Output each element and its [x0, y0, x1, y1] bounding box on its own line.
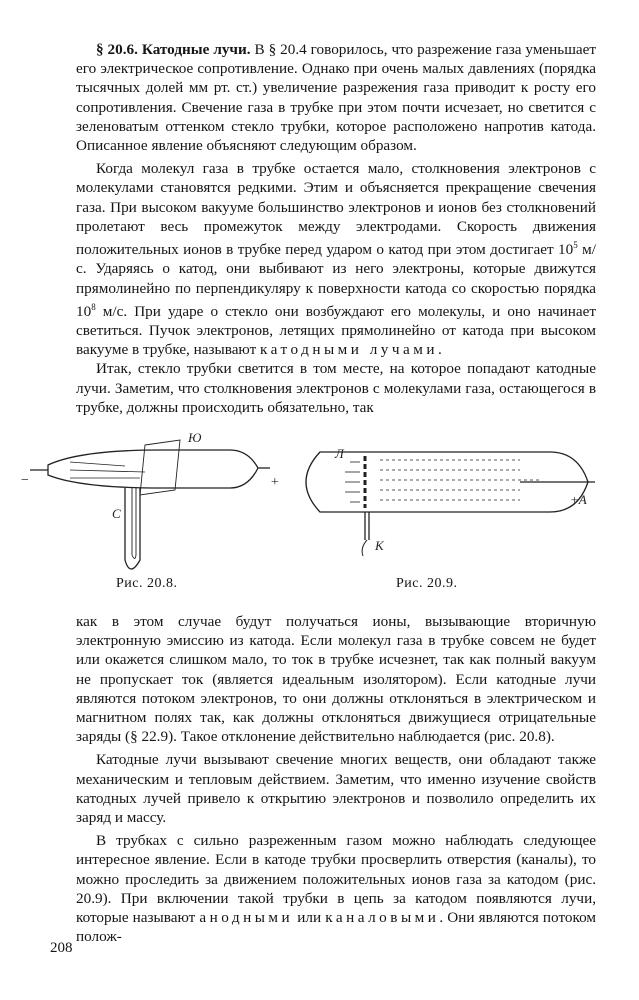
p6-start: В трубках с сильно разреженным газом можно наблюдать следующее интересное явление. Если в катоде трубки просверлить отверстия (каналы), то можно проследить за движением положительных ионов газа за катодом (рис. 20.9). При включении такой трубки в цепь за катодом появляются лучи, которые называют [76, 832, 596, 927]
label-l: Л [335, 446, 344, 461]
ray-2 [70, 470, 145, 472]
figure-20-8-drawing [20, 430, 279, 569]
cathode-stem [365, 512, 369, 540]
cathode-wire [362, 540, 367, 556]
term-anode-rays: анодными [199, 909, 294, 927]
ray-1 [70, 462, 125, 466]
p2-text: Когда молекул газа в трубке остается мало, столкновения электронов с молекулами становятся редкими. Этим и объясняется прекращение свечения газа. При высоком вакууме большинство электронов и ионов без столкновений пролетают весь промежуток между электродами. Скорость движения положительных ионов в трубке перед ударом о катод при этом достигает 10 [76, 160, 596, 259]
anode-rays [380, 460, 540, 500]
p6-or: или [293, 909, 326, 927]
paragraph-2 [76, 159, 596, 359]
paragraph-4: как в этом случае будут получаться ионы, вызывающие вторичную электронную эмиссию из катода. Если молекул газа в трубке совсем не будет или окажется слишком мало, то ток в трубке исчезнет, так как полный вакуум не пропускает ток (является идеальным изолятором). Если катодные лучи являются потоком электронов, то они должны отклоняться в электрическом и магнитном полях так, как должны отклоняться движущиеся отрицательные заряды (§ 22.9). Такое отклонение действительно наблюдается (рис. 20.8). [76, 613, 596, 746]
label-k: К [375, 538, 384, 553]
term-cathode-rays: катодными лучами [260, 341, 438, 359]
text-bottom [76, 612, 596, 946]
caption-fig-20-9: Рис. 20.9. [396, 576, 458, 591]
label-minus: − [20, 473, 30, 488]
p6-end: . Они являются потоком полож- [76, 909, 596, 946]
p2-end: м/с. При ударе о стекло они возбуждают его молекулы, и оно начинает светиться. Пучок электронов, летящих прямолинейно от катода при высоком вакууме в трубке, называют [76, 302, 596, 359]
term-canal-rays: каналовыми [325, 909, 440, 927]
p2-mid: м/с. Ударяясь о катод, они выбивают из него электроны, которые движутся прямолинейно по перпендикуляру к поверхности катода со скоростью порядка 10 [76, 241, 596, 320]
paragraph-5: Катодные лучи вызывают свечение многих веществ, они обладают также механическим и тепловым действием. Заметим, что именно изучение свойств катодных лучей привело к открытию электронов и позволило определить их заряд и массу. [76, 751, 596, 827]
caption-fig-20-8: Рис. 20.8. [116, 576, 178, 591]
label-plus: + [270, 475, 280, 490]
plate [140, 440, 180, 495]
page-number: 208 [50, 940, 73, 956]
p2-exponent-1: 5 [573, 240, 578, 251]
section-title: Катодные лучи. [141, 41, 251, 58]
p2-exponent-2: 8 [91, 301, 96, 312]
p2-dot: . [438, 341, 442, 359]
text-top [76, 40, 596, 417]
section-number: § 20.6. [96, 41, 138, 58]
crookes-tube [48, 450, 258, 488]
paragraph-3: Итак, стекло трубки светится в том месте, на которое попадают катодные лучи. Заметим, что столкновения электронов с молекулами газа, остающегося в трубке, должны происходить обязательно, так [76, 360, 596, 416]
magnet-inner [132, 488, 136, 559]
paragraph-6 [76, 831, 596, 946]
figures-block [20, 430, 620, 610]
figures-drawing [20, 430, 620, 590]
label-left: С [112, 506, 121, 521]
label-a: +А [570, 492, 587, 507]
label-top: Ю [188, 430, 202, 445]
figure-20-9-drawing [306, 446, 595, 556]
section-intro: В § 20.4 говорилось, что разрежение газа уменьшает его электрическое сопротивление. Однако при очень малых давлениях (порядка тысячных долей мм рт. ст.) увеличение разрежения газа приводит к росту его сопротивления. Свечение газа в трубке при этом почти исчезает, но светится с зеленоватым оттенком стекло трубки, которое расположено напротив катода. Описанное явление объясняют следующим образом. [76, 41, 597, 155]
section-paragraph [76, 40, 596, 155]
